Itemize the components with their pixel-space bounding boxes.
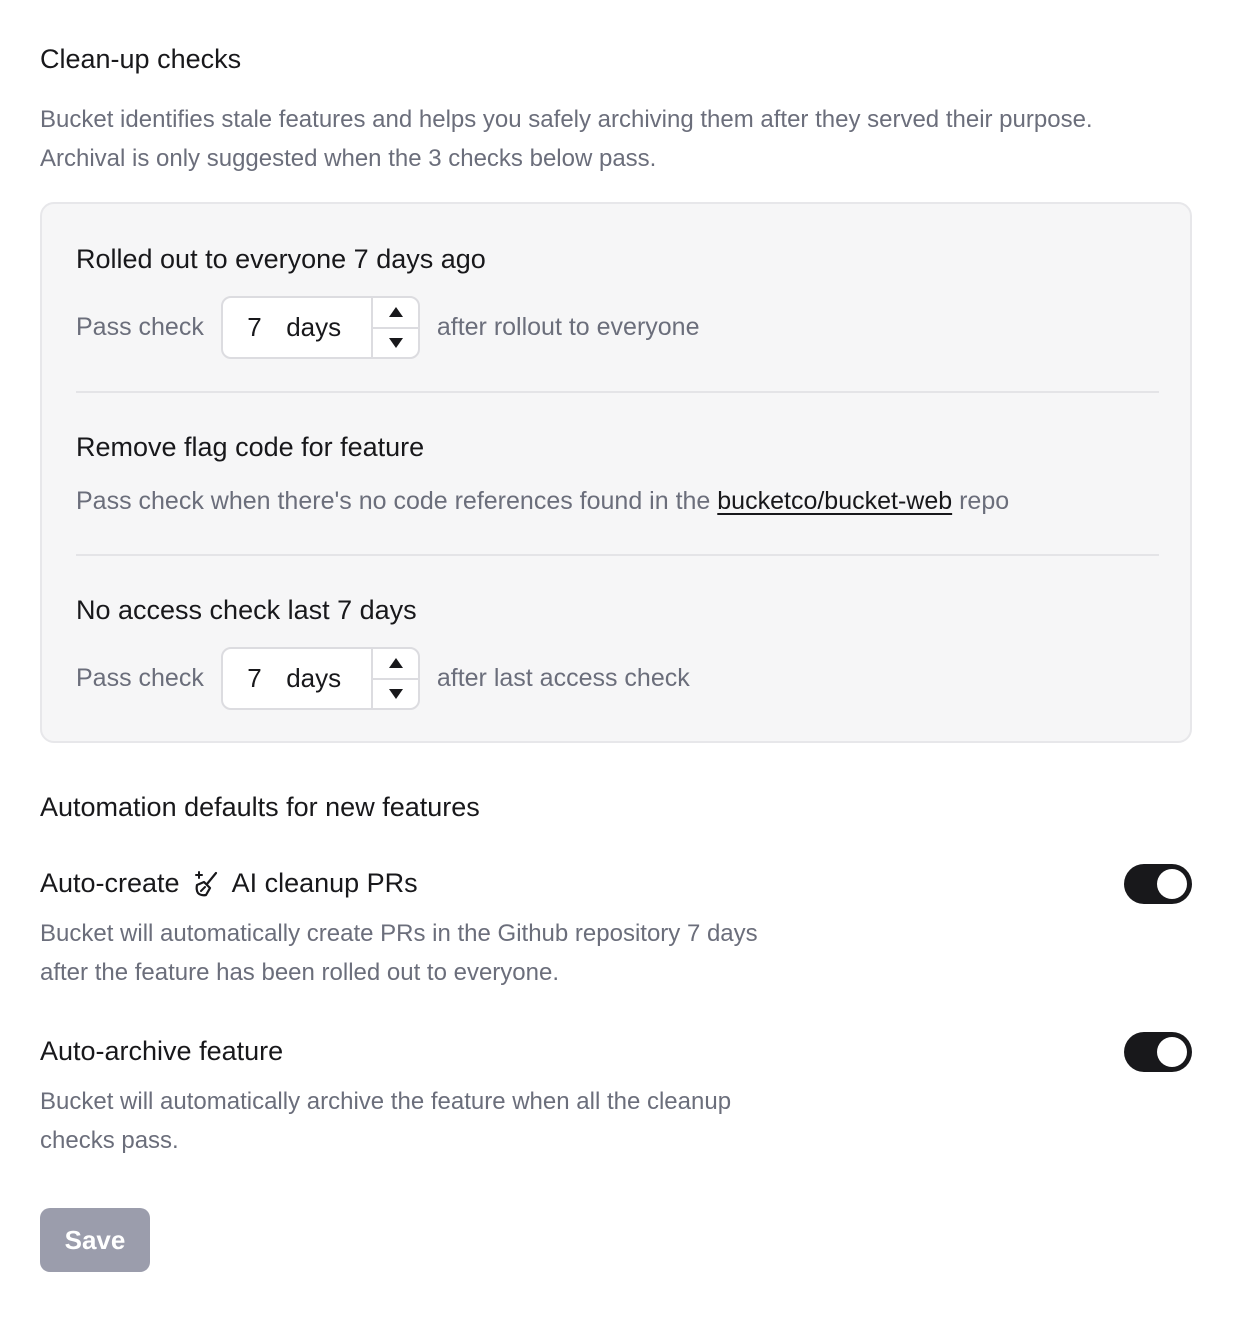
arrow-up-icon <box>389 658 403 668</box>
toggle-knob <box>1157 869 1187 899</box>
toggle-knob <box>1157 1037 1187 1067</box>
access-stepper-arrows <box>371 649 418 708</box>
rollout-days-unit: days <box>286 312 342 342</box>
cleanup-title: Clean-up checks <box>40 44 242 74</box>
auto-archive-description: Bucket will automatically archive the feature when all the cleanup checks pass. <box>40 1088 732 1154</box>
rollout-check-suffix: after rollout to everyone <box>436 313 700 341</box>
cleanup-checks-panel <box>40 202 1192 743</box>
auto-create-toggle[interactable] <box>1124 864 1192 904</box>
flag-code-check-title: Remove flag code for feature <box>76 432 425 462</box>
flag-code-text-before: Pass check when there's no code references found in the <box>76 487 711 515</box>
arrow-down-icon <box>389 338 403 348</box>
access-check-title: No access check last 7 days <box>76 595 417 625</box>
broom-sparkle-icon <box>192 869 222 899</box>
rollout-increment-button[interactable] <box>373 298 418 327</box>
flag-code-check-row <box>76 470 1009 533</box>
save-button[interactable]: Save <box>40 1208 150 1272</box>
rollout-check-title: Rolled out to everyone 7 days ago <box>76 244 486 274</box>
access-days-value[interactable]: 7 <box>247 663 262 693</box>
auto-create-title <box>40 868 418 899</box>
rollout-check-row <box>76 296 700 359</box>
rollout-days-stepper[interactable] <box>221 296 420 359</box>
access-increment-button[interactable] <box>373 649 418 678</box>
repo-link[interactable]: bucketco/bucket-web <box>717 487 953 515</box>
auto-create-description: Bucket will automatically create PRs in the Github repository 7 days after the feature has been rolled out to everyone. <box>40 920 758 986</box>
access-days-stepper[interactable] <box>221 647 420 710</box>
auto-create-title-before: Auto-create <box>40 868 180 898</box>
cleanup-description: Bucket identifies stale features and helps you safely archiving them after they served their purpose. Archival is only suggested when the 3 checks below pass. <box>40 106 1093 172</box>
access-decrement-button[interactable] <box>373 678 418 709</box>
access-check-suffix: after last access check <box>436 664 690 692</box>
auto-archive-toggle[interactable] <box>1124 1032 1192 1072</box>
flag-code-check-text <box>76 487 1009 516</box>
rollout-decrement-button[interactable] <box>373 327 418 358</box>
auto-create-title-after: AI cleanup PRs <box>231 868 418 898</box>
rollout-days-value[interactable]: 7 <box>247 312 262 342</box>
access-check-row <box>76 647 690 710</box>
access-days-unit: days <box>286 663 342 693</box>
access-check-prefix: Pass check <box>76 664 204 692</box>
rollout-check-prefix: Pass check <box>76 313 204 341</box>
flag-code-text-after: repo <box>959 487 1010 515</box>
arrow-down-icon <box>389 689 403 699</box>
rollout-stepper-arrows <box>371 298 418 357</box>
arrow-up-icon <box>389 307 403 317</box>
automation-title: Automation defaults for new features <box>40 792 480 822</box>
auto-archive-title: Auto-archive feature <box>40 1036 284 1066</box>
divider <box>76 391 1159 393</box>
divider <box>76 554 1159 556</box>
